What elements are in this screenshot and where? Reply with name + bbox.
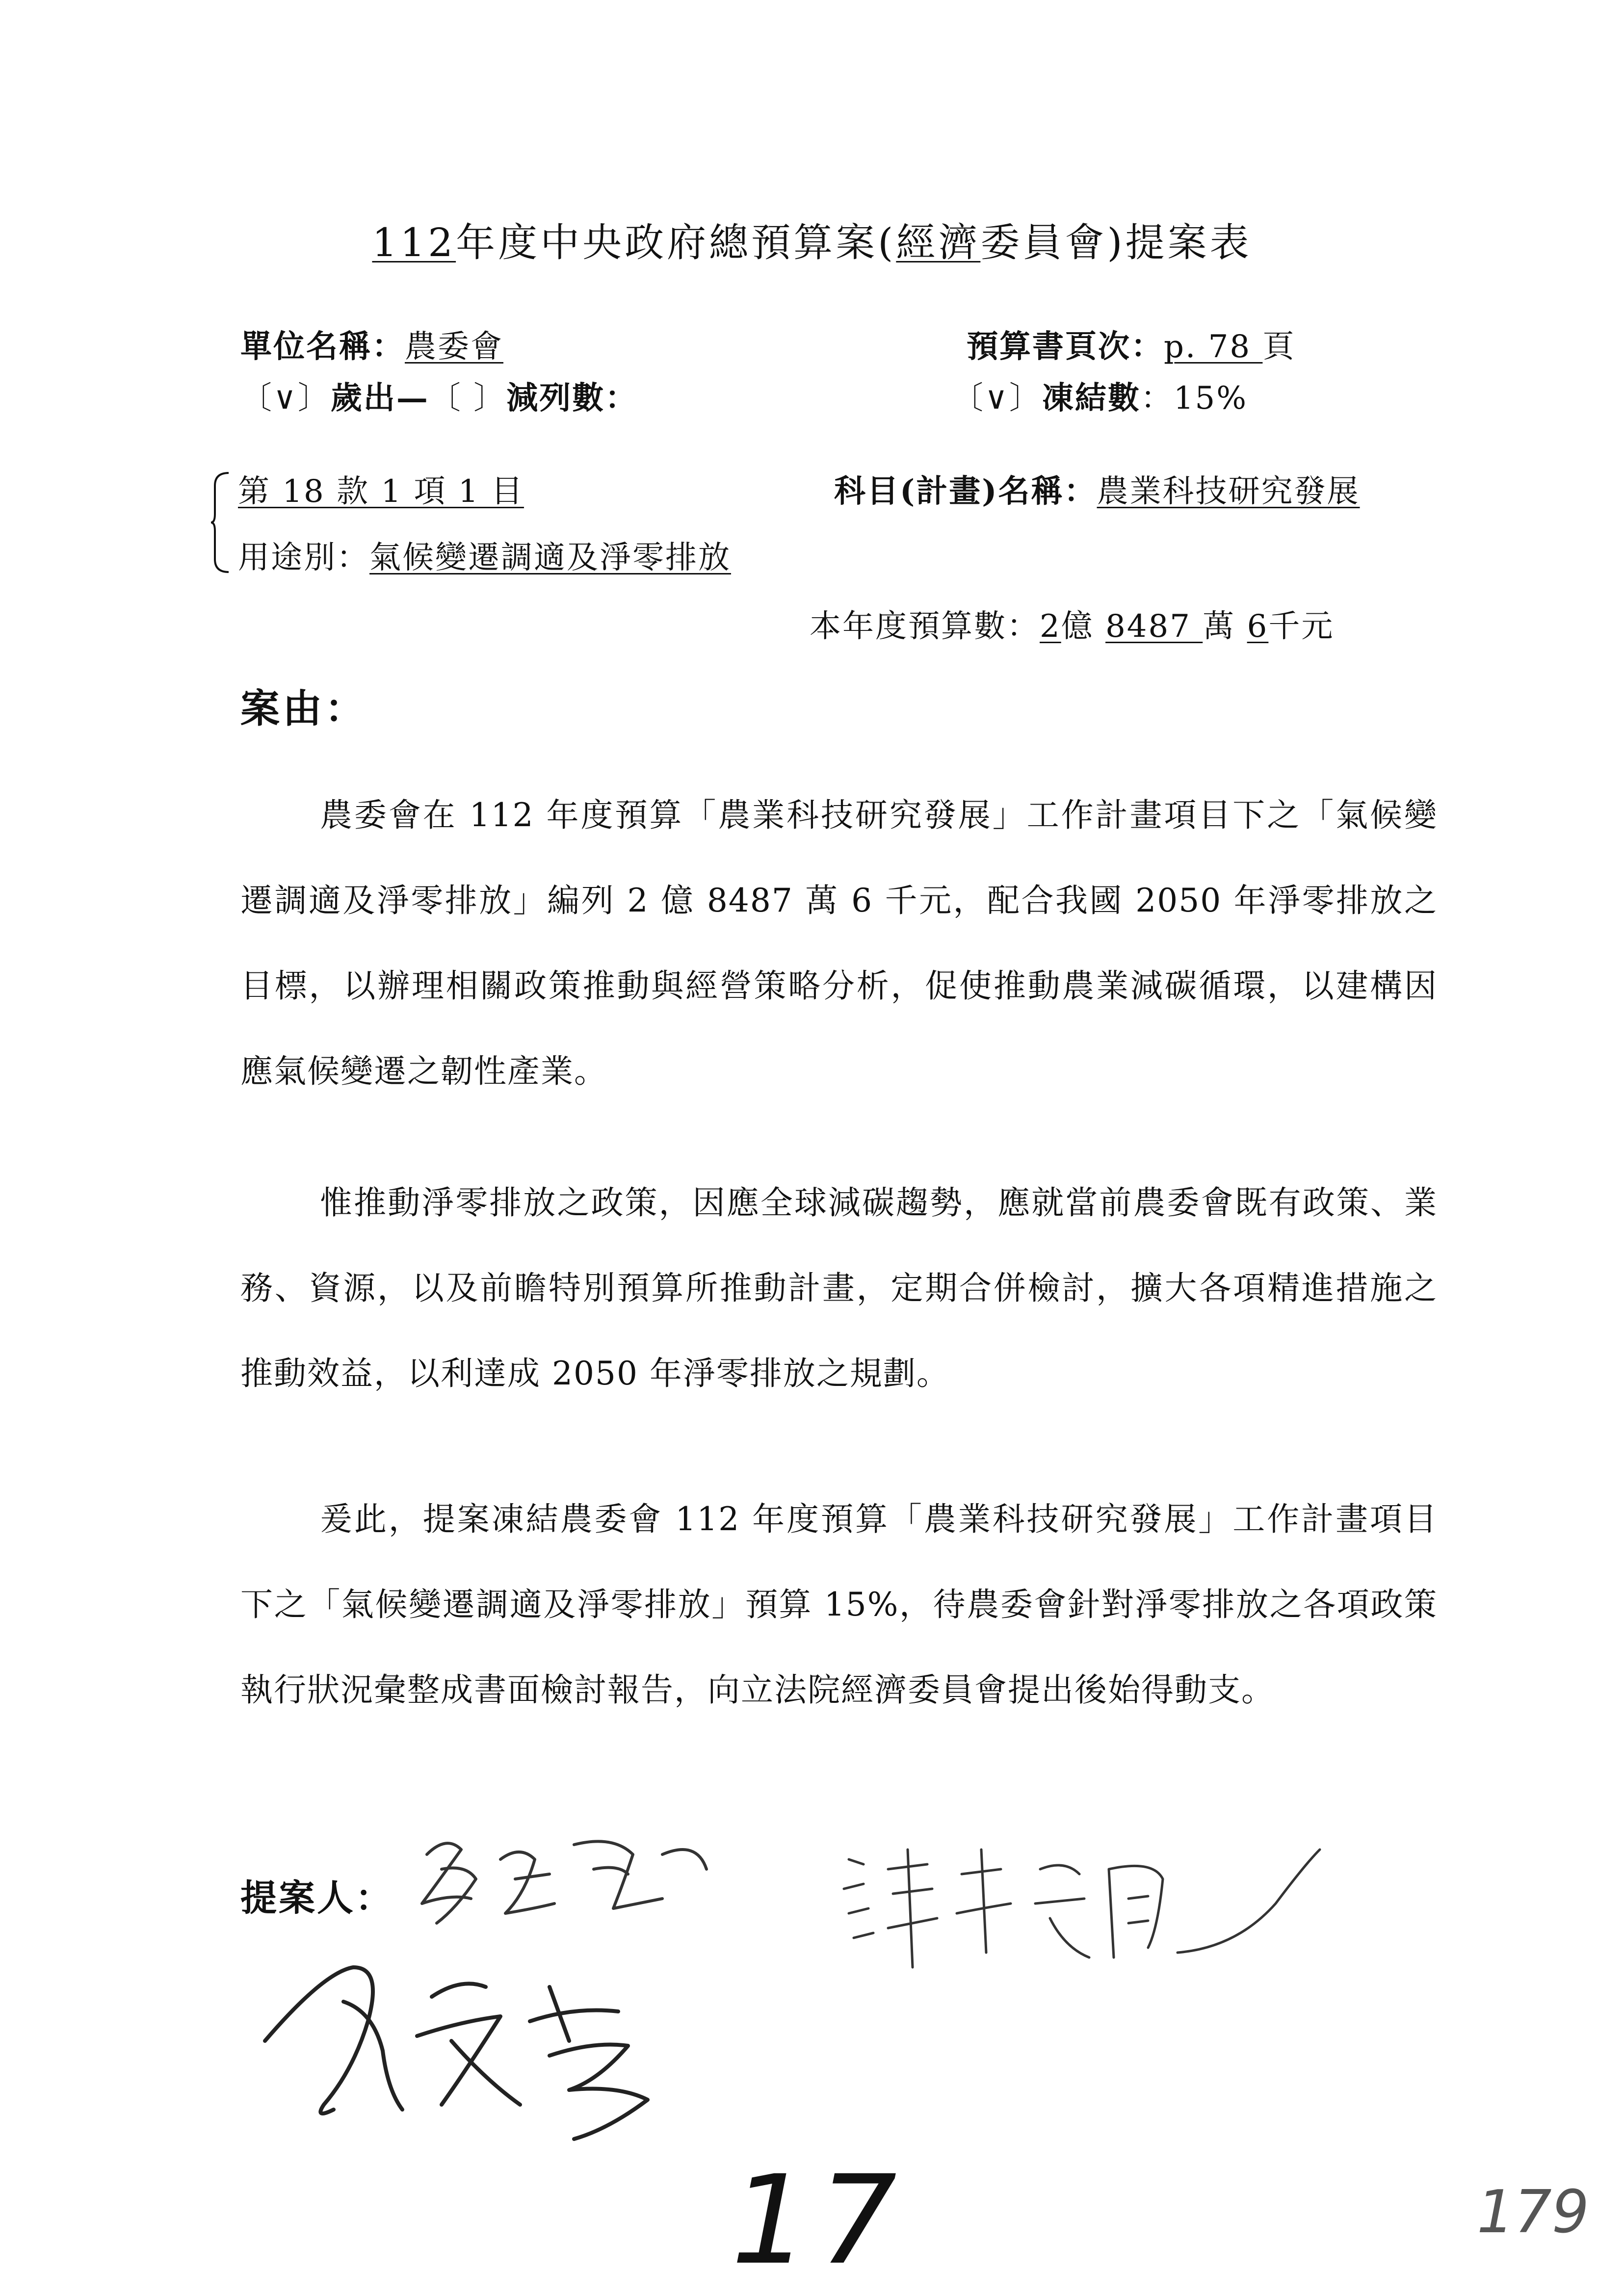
expenditure-field [240,373,638,418]
title-suffix: 委員會)提案表 [980,220,1252,265]
unit-name-label: 單位名稱： [240,328,405,365]
unit-name-field [240,321,503,366]
annual-budget-label: 本年度預算數： [810,608,1040,645]
expenditure-checkbox: 〔∨〕 [240,380,331,417]
title-year: 112 [372,220,456,265]
freeze-field [952,373,1248,418]
title-prefix: 年度中央政府總預算案( [456,220,896,265]
budget-page-field [967,321,1295,366]
purpose-value: 氣候變遷調適及淨零排放 [369,540,731,576]
budget-page-unit: 頁 [1262,329,1296,365]
item-brace [211,471,231,574]
section-number: 第 18 款 1 項 1 目 [238,473,524,510]
signature-1 [407,1825,721,1953]
reason-paragraph-3: 爰此，提案凍結農委會 112 年度預算「農業科技研究發展」工作計畫項目下之「氣候變遷調適及淨零排放」預算 15%，待農委會針對淨零排放之各項政策執行狀況彙整成書面檢討報告，向立法院經濟委員會提出後始得動支。 [240,1500,1438,1709]
signature-3 [834,1830,1339,1987]
signature-2 [255,1943,736,2149]
annual-budget: 本年度預算數：2億 8487 萬 6千元 [810,608,1335,645]
expenditure-label: 歲出— [330,380,429,417]
subject-value: 農業科技研究發展 [1097,473,1360,510]
purpose-field [238,532,731,577]
reason-heading: 案由： [240,685,367,731]
reduce-checkbox: 〔 〕 [429,380,507,417]
freeze-label: 凍結數 [1042,380,1141,417]
subject-label: 科目(計畫)名稱： [834,473,1097,510]
handwritten-corner-number: 179 [1477,2178,1590,2246]
reason-paragraph-1: 農委會在 112 年度預算「農業科技研究發展」工作計畫項目下之「氣候變遷調適及淨零排放」編列 2 億 8487 萬 6 千元，配合我國 2050 年淨零排放之目標，以辦理相關政策推動與經營策略分析，促使推動農業減碳循環，以建構因應氣候變遷之韌性產業。 [240,796,1438,1090]
subject-field [834,466,1360,511]
unit-name-value: 農委會 [405,329,503,365]
budget-page-value: p. 78 [1164,329,1263,365]
purpose-label: 用途別： [238,540,369,576]
proposer-label: 提案人： [240,1877,393,1919]
reduce-label: 減列數： [506,380,638,417]
title-committee: 經濟 [896,220,981,265]
freeze-checkbox: 〔∨〕 [952,380,1042,417]
reason-paragraph-2: 惟推動淨零排放之政策，因應全球減碳趨勢，應就當前農委會既有政策、業務、資源，以及前瞻特別預算所推動計畫，定期合併檢討，擴大各項精進措施之推動效益，以利達成 2050 年淨零排放之規劃。 [240,1184,1438,1392]
budget-page-label: 預算書頁次： [967,328,1164,365]
handwritten-page-number: 17 [731,2149,907,2292]
freeze-value: ：15% [1140,380,1248,417]
page-title [0,211,1624,267]
